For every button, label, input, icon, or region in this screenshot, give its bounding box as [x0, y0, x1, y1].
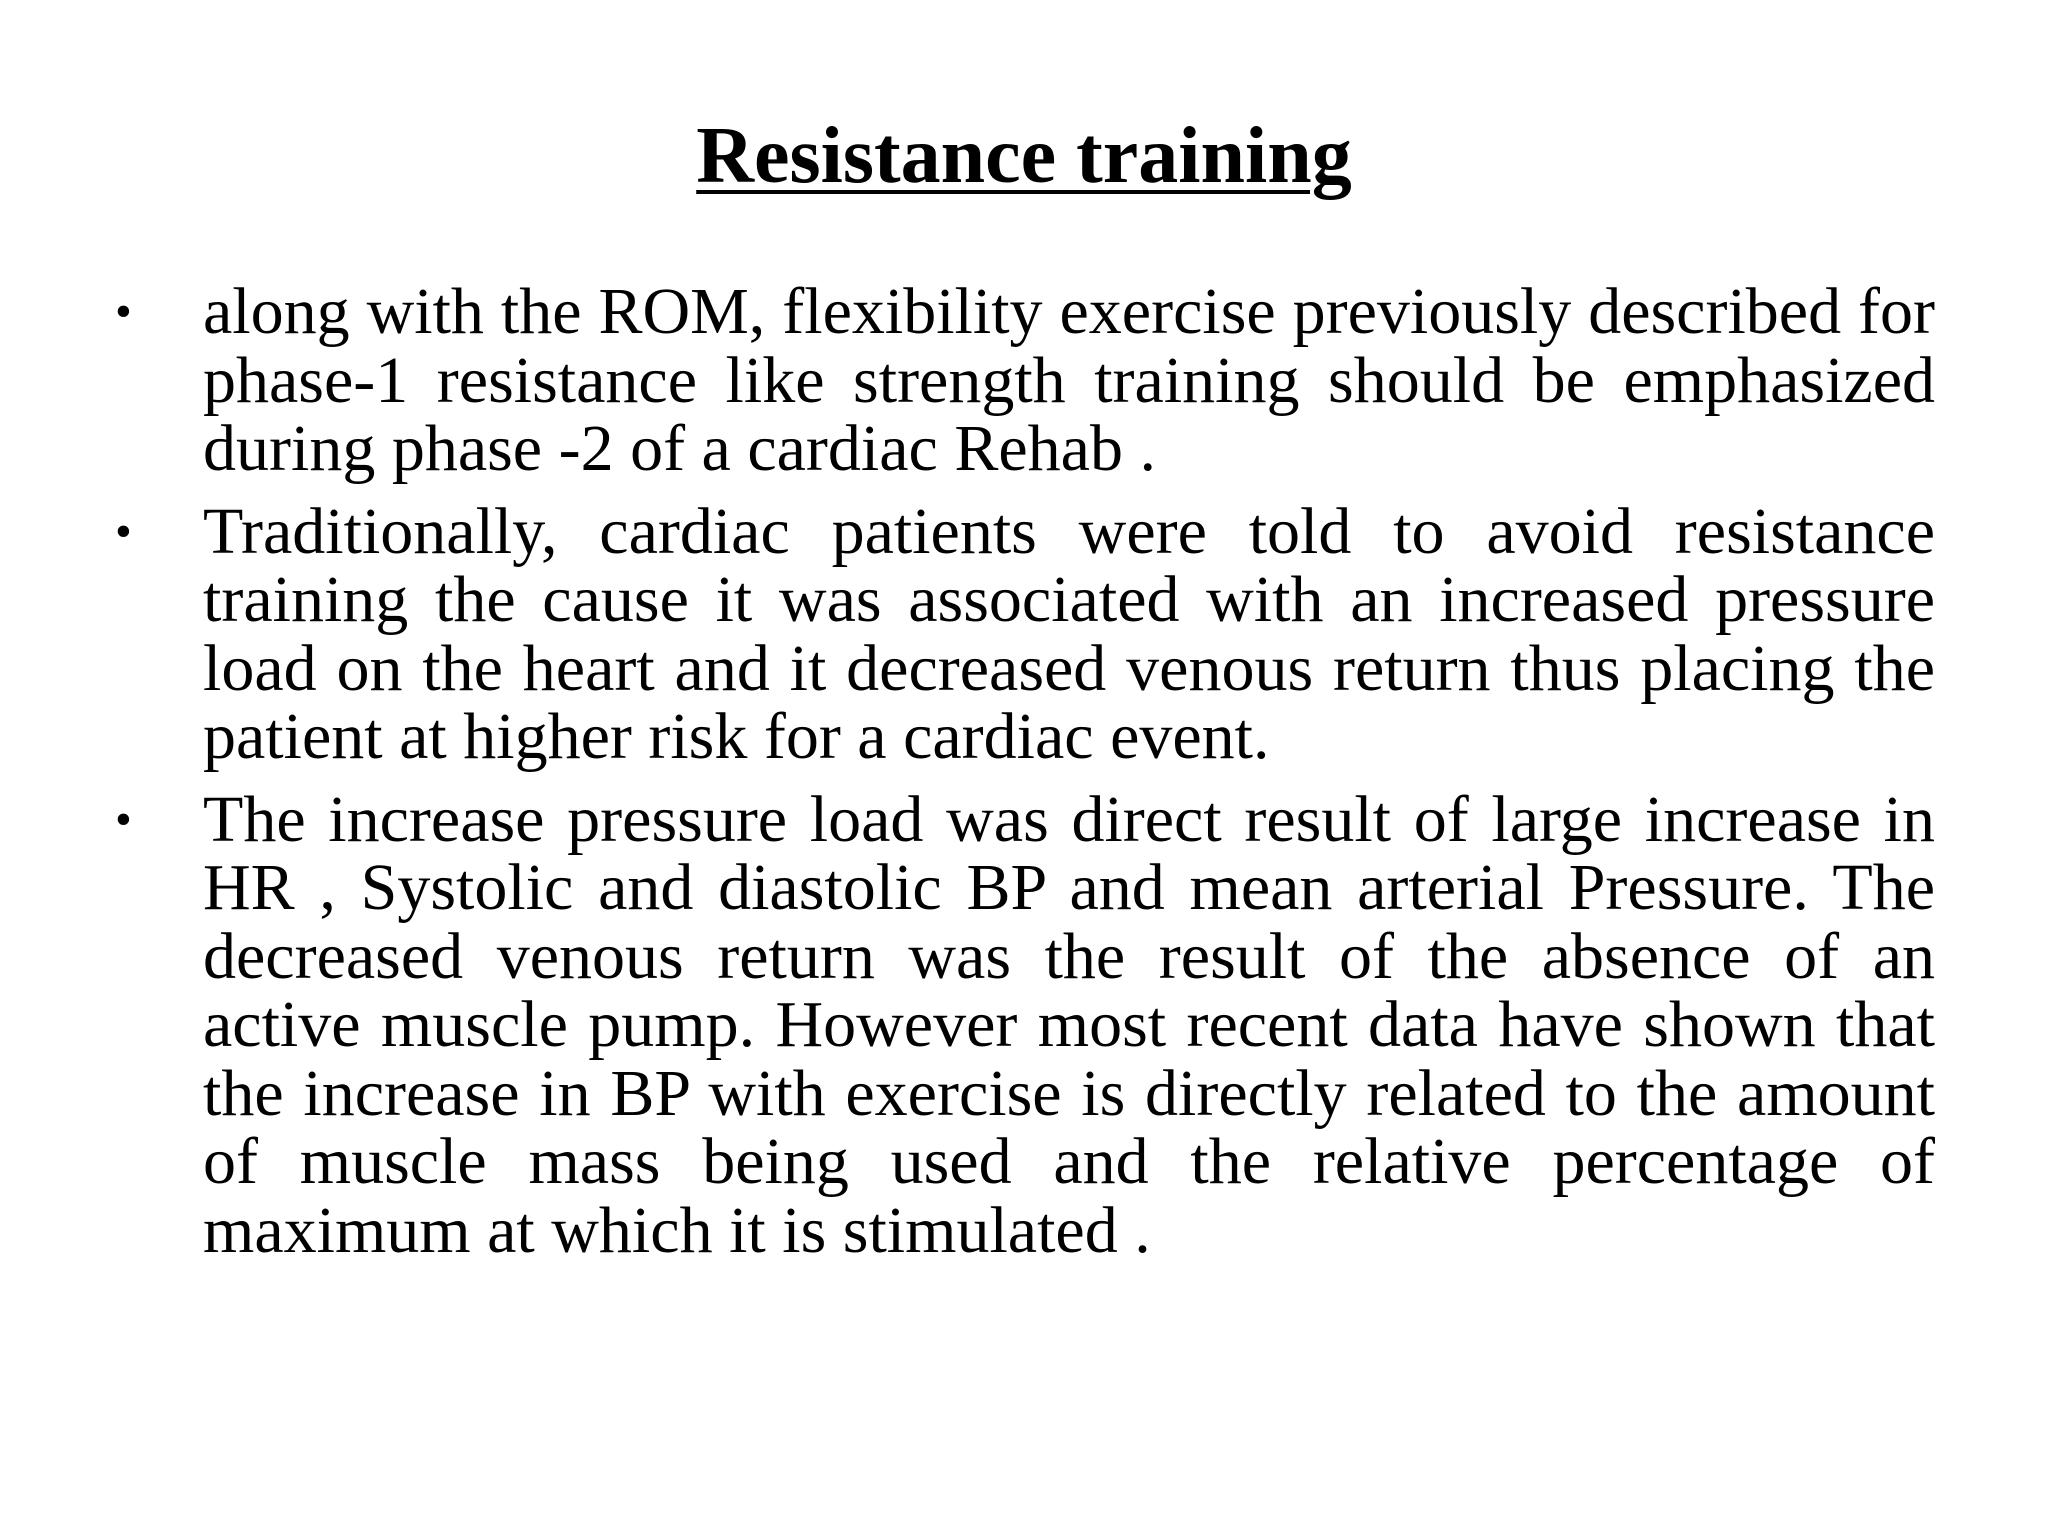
bullet-list [115, 275, 1935, 1279]
bullet-item [115, 782, 1935, 1267]
bullet-icon: • [115, 285, 132, 338]
slide-title: Resistance training [696, 112, 1352, 200]
bullet-text: Traditionally, cardiac patients were told to avoid resistance training the cause it was associated with an increased pressure load on the heart and it decreased venous return thus placing the patient at higher risk for a cardiac event. [203, 494, 1935, 773]
bullet-text: The increase pressure load was direct result of large increase in HR , Systolic and diastolic BP and mean arterial Pressure. The decreased venous return was the result of the absence of an active muscle pump. However most recent data have shown that the increase in BP with exercise is directly related to the amount of muscle mass being used and the relative percentage of maximum at which it is stimulated . [203, 782, 1935, 1267]
bullet-item [115, 275, 1935, 485]
bullet-icon: • [115, 504, 132, 558]
bullet-icon: • [115, 792, 132, 846]
bullet-text: along with the ROM, flexibility exercise previously described for phase-1 resistance like strength training should be emphasized during phase -2 of a cardiac Rehab . [203, 275, 1935, 485]
bullet-item [115, 494, 1935, 773]
